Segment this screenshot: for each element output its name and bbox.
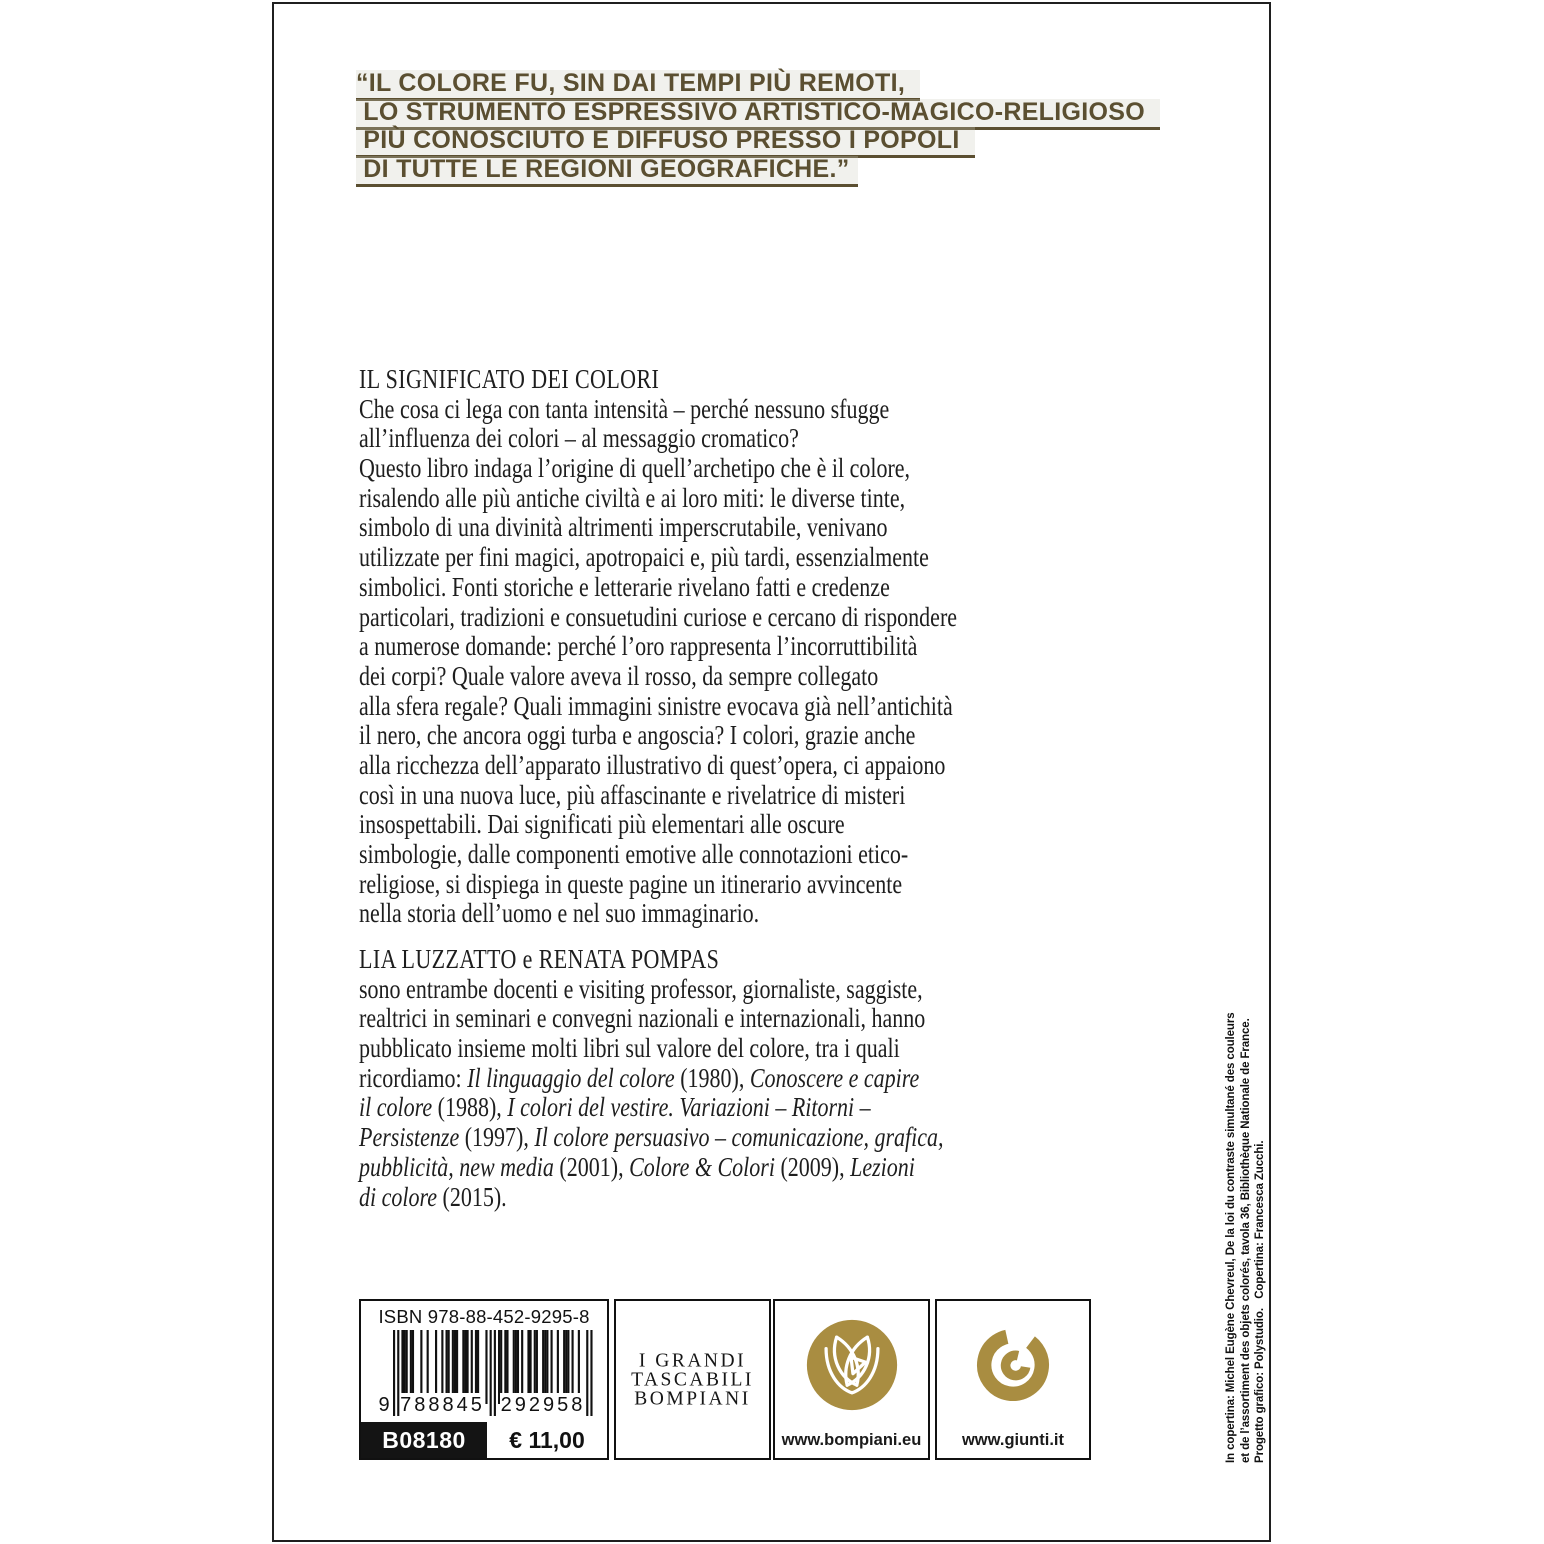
- synopsis-line: il nero, che ancora oggi turba e angoscia? I colori, grazie anche: [359, 719, 916, 751]
- imprint-box: [614, 1299, 771, 1460]
- synopsis-line: simbolo di una divinità altrimenti imperscrutabile, venivano: [359, 511, 888, 543]
- synopsis-line: simbologie, dalle componenti emotive alle connotazioni etico-: [359, 838, 909, 869]
- quote-row: [356, 99, 1160, 128]
- authors-line: di colore (2015).: [359, 1180, 507, 1212]
- synopsis-line: utilizzate per fini magici, apotropaici e, più tardi, essenzialmente: [359, 541, 929, 573]
- synopsis-line: alla ricchezza dell’apparato illustrativo di quest’opera, ci appaiono: [359, 748, 946, 780]
- quote-row: [356, 156, 1160, 185]
- price: € 11,00: [509, 1426, 585, 1453]
- synopsis-block: [359, 364, 957, 928]
- synopsis-line: Che cosa ci lega con tanta intensità – perché nessuno sfugge: [359, 392, 890, 424]
- authors-line: sono entrambe docenti e visiting professor, giornaliste, saggiste,: [359, 972, 923, 1004]
- book-back-cover: [272, 2, 1271, 1542]
- quote-row: [356, 127, 1160, 156]
- synopsis-line: particolari, tradizioni e consuetudini curiose e cercano di rispondere: [359, 600, 958, 632]
- quote-line: DI TUTTE LE REGIONI GEOGRAFICHE.”: [356, 156, 858, 187]
- ean-left-group: 788845: [400, 1394, 485, 1416]
- bompiani-box: [773, 1299, 930, 1460]
- barcode-bar: [485, 1330, 487, 1404]
- barcode-bar: [586, 1330, 588, 1416]
- authors-line: Persistenze (1997), Il colore persuasivo – comunicazione, grafica,: [359, 1121, 944, 1153]
- imprint-name: [616, 1351, 769, 1408]
- synopsis-line: Questo libro indaga l’origine di quell’archetipo che è il colore,: [359, 452, 911, 484]
- imprint-line: TASCABILI: [631, 1369, 754, 1390]
- isbn-box: [359, 1299, 609, 1460]
- credits-line: Progetto grafico: Polystudio. Copertina: Francesca Zucchi.: [1254, 1140, 1266, 1463]
- synopsis-line: simbolici. Fonti storiche e letterarie rivelano fatti e credenze: [359, 570, 890, 602]
- giunti-spiral-icon: [965, 1317, 1061, 1413]
- quote-line: LO STRUMENTO ESPRESSIVO ARTISTICO-MAGICO-RELIGIOSO: [356, 99, 1160, 130]
- authors-line: il colore (1988), I colori del vestire. Variazioni – Ritorni –: [359, 1091, 871, 1123]
- synopsis-text: [359, 394, 957, 928]
- synopsis-line: all’influenza dei colori – al messaggio cromatico?: [359, 422, 799, 454]
- synopsis-line: dei corpi? Quale valore aveva il rosso, da sempre collegato: [359, 659, 879, 691]
- bompiani-tulip-icon: [804, 1317, 900, 1413]
- barcode-bar: [590, 1330, 592, 1416]
- synopsis-line: alla sfera regale? Quali immagini sinistre evocava già nell’antichità: [359, 689, 953, 721]
- barcode-bar: [393, 1330, 395, 1416]
- synopsis-line: così in una nuova luce, più affascinante e rivelatrice di misteri: [359, 778, 906, 810]
- barcode-bar: [490, 1330, 492, 1416]
- imprint-line: BOMPIANI: [634, 1388, 751, 1409]
- ean13-barcode: [378, 1330, 593, 1416]
- barcode-bar: [494, 1330, 496, 1416]
- credits-line: In copertina: Michel Eugène Chevreul, De la loi du contraste simultané des couleurs: [1225, 1012, 1237, 1463]
- authors-block: [359, 944, 944, 1211]
- authors-line: ricordiamo: Il linguaggio del colore (1980), Conoscere e capire: [359, 1061, 920, 1093]
- authors-line: pubblicità, new media (2001), Colore & Colori (2009), Lezioni: [359, 1150, 915, 1182]
- quote-line: “IL COLORE FU, SIN DAI TEMPI PIÙ REMOTI,: [356, 70, 920, 101]
- synopsis-line: risalendo alle più antiche civiltà e ai loro miti: le diverse tinte,: [359, 481, 906, 513]
- authors-text: [359, 974, 944, 1212]
- edition-code: B08180: [361, 1422, 487, 1458]
- authors-title: LIA LUZZATTO e RENATA POMPAS: [359, 943, 720, 974]
- cover-quote: [356, 70, 1160, 184]
- giunti-box: [935, 1299, 1091, 1460]
- bompiani-url: www.bompiani.eu: [781, 1431, 922, 1449]
- synopsis-line: religiose, si dispiega in queste pagine un itinerario avvincente: [359, 867, 903, 899]
- imprint-line: I GRANDI: [638, 1350, 747, 1371]
- giunti-url: www.giunti.it: [961, 1431, 1065, 1449]
- code-price-row: [361, 1422, 607, 1458]
- credits-line: et de l’assortiment des objets colorés, tavola 36, Bibliothèque Nationale de France.: [1239, 1018, 1252, 1463]
- cover-credits: [1224, 963, 1268, 1463]
- ean-first-digit: 9: [378, 1394, 390, 1416]
- synopsis-line: nella storia dell’uomo e nel suo immaginario.: [359, 897, 760, 929]
- synopsis-line: a numerose domande: perché l’oro rappresenta l’incorruttibilità: [359, 630, 918, 662]
- authors-line: pubblicato insieme molti libri sul valore del colore, tra i quali: [359, 1032, 900, 1064]
- quote-line: PIÙ CONOSCIUTO E DIFFUSO PRESSO I POPOLI: [356, 127, 975, 158]
- synopsis-title: IL SIGNIFICATO DEI COLORI: [359, 363, 660, 394]
- authors-line: realtrici in seminari e convegni nazionali e internazionali, hanno: [359, 1002, 926, 1034]
- isbn-label: ISBN 978-88-452-9295-8: [378, 1306, 590, 1327]
- quote-row: [356, 70, 1160, 99]
- synopsis-line: insospettabili. Dai significati più elementari alle oscure: [359, 808, 845, 840]
- ean-right-group: 292958: [500, 1394, 586, 1416]
